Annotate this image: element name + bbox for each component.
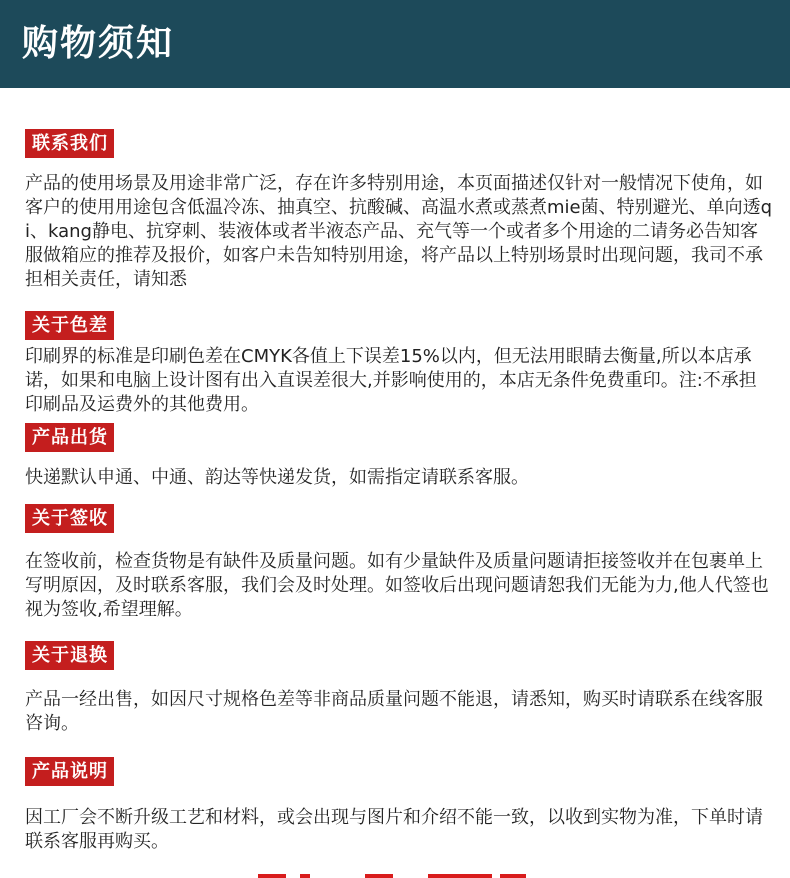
page-title: 购物须知 [22, 23, 175, 64]
footer-stroke [300, 874, 310, 878]
cropped-footer-decoration [0, 866, 790, 878]
section-tag-shipping: 产品出货 [25, 423, 114, 452]
footer-stroke [428, 874, 492, 878]
footer-stroke [258, 874, 286, 878]
header-banner [0, 0, 790, 88]
footer-stroke [500, 874, 526, 878]
section-tag-contact: 联系我们 [25, 129, 114, 158]
section-tag-product-notes: 产品说明 [25, 757, 114, 786]
section-tag-receipt: 关于签收 [25, 504, 114, 533]
section-text-color-diff: 印刷界的标准是印刷色差在CMYK各值上下误差15%以内，但无法用眼睛去衡量,所以本店承诺，如果和电脑上设计图有出入直误差很大,并影响使用的，本店无条件免费重印。注:不承担印刷品及运费外的其他费用。 [25, 346, 757, 415]
section-text-returns: 产品一经出售，如因尺寸规格色差等非商品质量问题不能退，请悉知，购买时请联系在线客服咨询。 [25, 689, 763, 734]
section-text-product-notes: 因工厂会不断升级工艺和材料，或会出现与图片和介绍不能一致，以收到实物为准，下单时请联系客服再购买。 [25, 807, 763, 852]
section-tag-color-diff: 关于色差 [25, 311, 114, 340]
section-tag-returns: 关于退换 [25, 641, 114, 670]
section-text-contact: 产品的使用场景及用途非常广泛，存在许多特别用途，本页面描述仅针对一般情况下使角，如客户的使用用途包含低温冷冻、抽真空、抗酸碱、高温水煮或蒸煮mie菌、特别避光、单向透qi、kang静电、抗穿刺、装液体或者半液态产品、充气等一个或者多个用途的二请务必告知客服做箱应的推荐及报价，如客户未告知特别用途，将产品以上特别场景时出现问题，我司不承担相关责任，请知悉 [25, 173, 773, 290]
footer-stroke [365, 874, 393, 878]
section-text-shipping: 快递默认申通、中通、韵达等快递发货，如需指定请联系客服。 [25, 467, 529, 488]
section-text-receipt: 在签收前，检查货物是有缺件及质量问题。如有少量缺件及质量问题请拒接签收并在包裹单上写明原因，及时联系客服，我们会及时处理。如签收后出现问题请恕我们无能为力,他人代签也视为签收,希望理解。 [25, 551, 769, 620]
